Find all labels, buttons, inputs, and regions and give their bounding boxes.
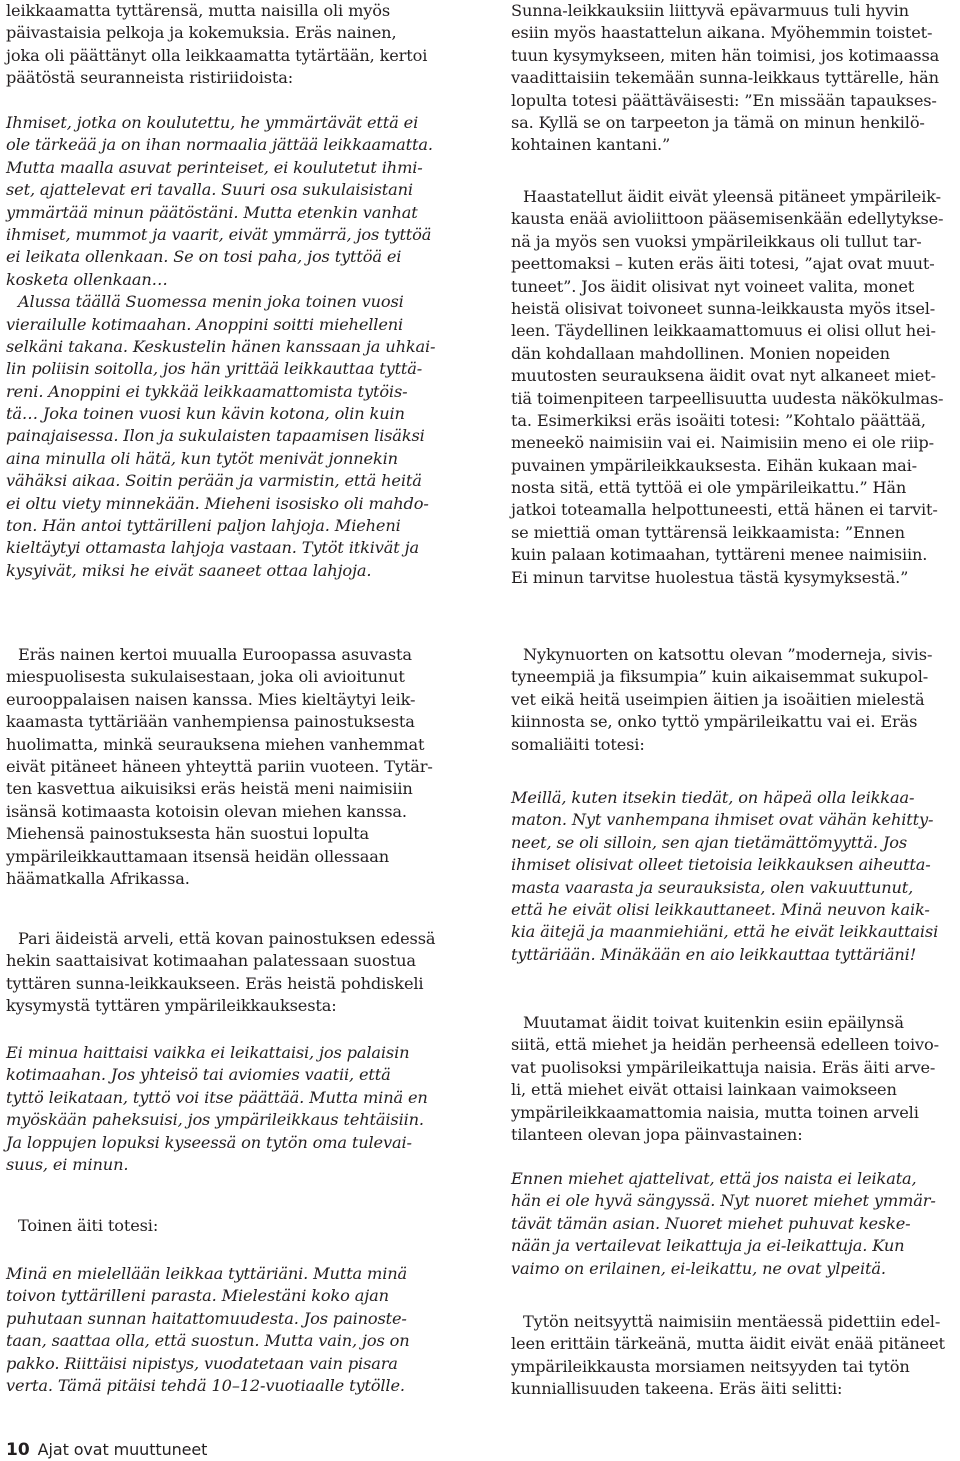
- text-line: miespuolisesta sukulaisestaan, joka oli avioitunut: [6, 667, 405, 687]
- text-line: Ennen miehet ajattelivat, että jos naista ei leikata,: [511, 1169, 917, 1188]
- text-line: painajaisessa. Ilon ja sukulaisten tapaamisen lisäksi: [6, 426, 425, 446]
- interview-quote: [6, 1263, 464, 1397]
- text-line: Toinen äiti totesi:: [18, 1216, 159, 1235]
- text-line: nään ja vertailevat leikattuja ja ei-leikattuja. Kun: [511, 1236, 905, 1256]
- text-line: siitä, että miehet ja heidän perheensä edelleen toivo-: [511, 1035, 939, 1055]
- text-line: Pari äideistä arveli, että kovan painostuksen edessä: [18, 929, 436, 948]
- paragraph: [511, 1311, 957, 1401]
- text-line: Sunna-leikkauksiin liittyvä epävarmuus tuli hyvin: [511, 1, 909, 20]
- text-line: li, että miehet eivät ottaisi lainkaan vaimokseen: [511, 1080, 897, 1100]
- text-line: ten kasvettua aikuisiksi eräs heistä meni naimisiin: [6, 779, 413, 799]
- text-line: ymmärtää minun päätöstäni. Mutta etenkin vanhat: [6, 202, 418, 222]
- text-line: huolimatta, minkä seurauksena miehen vanhemmat: [6, 734, 425, 754]
- text-line: ympärileikkausta morsiamen neitsyyden tai tytön: [511, 1356, 910, 1376]
- text-line: leen erittäin tärkeänä, mutta äidit eivät enää pitäneet: [511, 1334, 945, 1354]
- text-line: verta. Tämä pitäisi tehdä 10–12-vuotiaalle tytölle.: [6, 1375, 405, 1395]
- paragraph: [511, 0, 957, 157]
- paragraph: [6, 928, 464, 1018]
- text-line: eurooppalaisen naisen kanssa. Mies kieltäytyi leik-: [6, 689, 416, 709]
- text-line: Miehensä painostuksesta hän suostui lopulta: [6, 824, 370, 844]
- text-line: vet eikä heitä useimpien äitien ja isoäitien mielestä: [511, 689, 925, 709]
- text-line: leen. Täydellinen leikkaamattomuus ei olisi ollut hei-: [511, 321, 936, 341]
- text-line: ympärileikkaamattomia naisia, mutta toinen arveli: [511, 1102, 919, 1122]
- text-line: kysymystä tyttären ympärileikkauksesta:: [6, 996, 337, 1016]
- text-line: Eräs nainen kertoi muualla Euroopassa asuvasta: [18, 645, 412, 664]
- text-line: set, ajattelevat eri tavalla. Suuri osa sukulaisistani: [6, 180, 413, 200]
- text-line: kausta enää avioliittoon pääsemisenkään edellytykse-: [511, 209, 944, 229]
- text-line: suus, ei minun.: [6, 1154, 129, 1174]
- text-line: ihmiset, mummot ja vaarit, eivät ymmärrä, jos tyttöä: [6, 224, 432, 244]
- text-line: dän kohdallaan mahdollinen. Monien nopeiden: [511, 343, 890, 363]
- text-line: tyttäriään. Minäkään en aio leikkauttaa tyttäriäni!: [511, 944, 917, 964]
- text-line: vat puolisoksi ympärileikattuja naisia. Eräs äiti arve-: [511, 1057, 936, 1077]
- text-line: tiä toimenpiteen tarpeellisuutta uudesta näkökulmas-: [511, 388, 944, 408]
- text-line: tuneet”. Jos äidit olisivat nyt voineet valita, monet: [511, 276, 915, 296]
- text-line: tä… Joka toinen vuosi kun kävin kotona, olin kuin: [6, 404, 405, 424]
- text-line: Haastatellut äidit eivät yleensä pitäneet ympärileik-: [523, 187, 941, 206]
- text-line: esiin myös haastattelun aikana. Myöhemmin toistet-: [511, 23, 933, 43]
- text-line: ton. Hän antoi tyttärilleni paljon lahjoja. Mieheni: [6, 516, 401, 536]
- text-line: eivät pitäneet häneen yhteyttä pariin vuoteen. Tytär-: [6, 756, 433, 776]
- text-line: ei oltu viety minnekään. Mieheni isosisko oli mahdo-: [6, 493, 429, 513]
- text-line: tyttären sunna-leikkaukseen. Eräs heistä pohdiskeli: [6, 973, 424, 993]
- text-line: kohtainen kantani.”: [511, 135, 671, 155]
- text-line: vaimo on erilainen, ei-leikattu, ne ovat ylpeitä.: [511, 1258, 886, 1278]
- text-line: aina minulla oli hätä, kun tytöt menivät jonnekin: [6, 448, 398, 468]
- text-line: kaamasta tyttäriään vanhempiensa painostuksesta: [6, 712, 415, 732]
- paragraph: [6, 1215, 464, 1237]
- paragraph: [6, 0, 464, 90]
- text-line: pakko. Riittäisi nipistys, vuodatetaan vain pisara: [6, 1353, 398, 1373]
- text-line: kia äitejä ja maanmiehiäni, että he eivät leikkauttaisi: [511, 922, 939, 942]
- text-line: että he eivät olisi leikkauttaneet. Minä neuvon kaik-: [511, 899, 930, 919]
- text-line: Ja loppujen lopuksi kyseessä on tytön oma tulevai-: [6, 1132, 412, 1152]
- text-line: ole tärkeää ja on ihan normaalia jättää leikkaamatta.: [6, 135, 433, 155]
- text-line: Minä en mielellään leikkaa tyttäriäni. Mutta minä: [6, 1264, 408, 1283]
- text-line: kiinnosta se, onko tyttö ympärileikattu vai ei. Eräs: [511, 712, 918, 732]
- text-line: Muutamat äidit toivat kuitenkin esiin epäilynsä: [523, 1013, 904, 1032]
- text-line: nosta sitä, että tyttöä ei ole ympärileikattu.” Hän: [511, 478, 907, 498]
- text-line: hän ei ole hyvä sängyssä. Nyt nuoret miehet ymmär-: [511, 1191, 936, 1211]
- text-line: puvainen ympärileikkauksesta. Eihän kukaan mai-: [511, 455, 917, 475]
- text-line: Mutta maalla asuvat perinteiset, ei koulutetut ihmi-: [6, 157, 423, 177]
- paragraph: [511, 186, 957, 589]
- interview-quote: [511, 1168, 957, 1280]
- text-line: jatkoi toteamalla helpottuneesti, että hänen ei tarvit-: [511, 500, 938, 520]
- text-line: selkäni takana. Keskustelin hänen kanssaan ja uhkai-: [6, 336, 436, 356]
- text-line: Alussa täällä Suomessa menin joka toinen vuosi: [18, 292, 404, 312]
- text-line: isänsä kotimaasta kotoisin olevan miehen kanssa.: [6, 801, 407, 821]
- text-line: päivastaisia pelkoja ja kokemuksia. Eräs nainen,: [6, 23, 397, 43]
- text-line: häämatkalla Afrikassa.: [6, 868, 190, 888]
- text-line: vierailulle kotimaahan. Anoppini soitti miehelleni: [6, 314, 404, 334]
- publication-title: Ajat ovat muuttuneet: [37, 1440, 208, 1459]
- text-line: kotimaahan. Jos yhteisö tai aviomies vaatii, että: [6, 1065, 391, 1085]
- page-number: 10: [6, 1440, 30, 1460]
- text-line: maton. Nyt vanhempana ihmiset ovat vähän kehitty-: [511, 810, 934, 830]
- text-line: kieltäytyi ottamasta lahjoja vastaan. Tytöt itkivät ja: [6, 538, 420, 558]
- text-line: masta vaarasta ja seurauksista, olen vakuuttunut,: [511, 877, 914, 897]
- paragraph: [6, 644, 464, 890]
- text-line: Nykynuorten on katsottu olevan ”moderneja, sivis-: [523, 645, 933, 664]
- text-line: Ei minun tarvitse huolestua tästä kysymyksestä.”: [511, 567, 909, 587]
- text-line: heistä olisivat toivoneet sunna-leikkausta myös itsel-: [511, 298, 936, 318]
- text-line: tuun kysymykseen, miten hän toimisi, jos kotimaassa: [511, 45, 940, 65]
- text-line: puhutaan sunnan haitattomuudesta. Jos painoste-: [6, 1308, 407, 1328]
- text-line: kunniallisuuden takeena. Eräs äiti selitti:: [511, 1379, 843, 1399]
- text-line: muutosten seurauksena äidit ovat nyt alkaneet miet-: [511, 366, 936, 386]
- text-line: tävät tämän asian. Nuoret miehet puhuvat keske-: [511, 1213, 911, 1233]
- text-line: meneekö naimisiin vai ei. Naimisiin meno ei ole riip-: [511, 433, 934, 453]
- text-line: joka oli päättänyt olla leikkaamatta tytärtään, kertoi: [6, 45, 428, 65]
- interview-quote: [6, 1042, 464, 1176]
- text-line: tyttö leikataan, tyttö voi itse päättää. Mutta minä en: [6, 1087, 428, 1107]
- text-line: hekin saattaisivat kotimaahan palatessaan suostua: [6, 951, 416, 971]
- paragraph: [511, 644, 957, 756]
- text-line: Ihmiset, jotka on koulutettu, he ymmärtävät että ei: [6, 113, 419, 132]
- text-line: Meillä, kuten itsekin tiedät, on häpeä olla leikkaa-: [511, 788, 915, 807]
- text-line: lopulta totesi päättäväisesti: ”En missään tapaukses-: [511, 90, 937, 110]
- text-line: se miettiä oman tyttärensä leikkaamista: ”Ennen: [511, 522, 905, 542]
- text-line: lin poliisin soitolla, jos hän yrittää leikkauttaa tyttä-: [6, 359, 423, 379]
- text-line: ihmiset olisivat olleet tietoisia leikkauksen aiheutta-: [511, 855, 931, 875]
- text-line: vähäksi aikaa. Soitin perään ja varmistin, että heitä: [6, 471, 422, 491]
- text-line: reni. Anoppini ei tykkää leikkaamattomista tytöis-: [6, 381, 408, 401]
- text-line: toivon tyttärilleni parasta. Mielestäni koko ajan: [6, 1286, 389, 1306]
- text-line: tilanteen olevan jopa päinvastainen:: [511, 1124, 803, 1144]
- text-line: Tytön neitsyyttä naimisiin mentäessä pidettiin edel-: [523, 1312, 941, 1331]
- text-line: neet, se oli silloin, sen ajan tietämättömyyttä. Jos: [511, 832, 907, 852]
- text-line: päätöstä seuranneista ristiriidoista:: [6, 68, 294, 88]
- text-line: nä ja myös sen vuoksi ympärileikkaus oli tullut tar-: [511, 231, 922, 251]
- page-footer: [6, 1440, 207, 1460]
- text-line: tyneempiä ja fiksumpia” kuin aikaisemmat sukupol-: [511, 667, 929, 687]
- text-line: ta. Esimerkiksi eräs isoäiti totesi: ”Kohtalo päättää,: [511, 410, 926, 430]
- interview-quote: [6, 112, 464, 582]
- text-line: Ei minua haittaisi vaikka ei leikattaisi, jos palaisin: [6, 1043, 410, 1062]
- text-line: sa. Kyllä se on tarpeeton ja tämä on minun henkilö-: [511, 112, 925, 132]
- text-line: kosketa ollenkaan…: [6, 269, 168, 289]
- text-line: ympärileikkauttamaan itsensä heidän ollessaan: [6, 846, 390, 866]
- text-line: taan, saattaa olla, että suostun. Mutta vain, jos on: [6, 1331, 410, 1351]
- paragraph: [511, 1012, 957, 1146]
- text-line: kuin palaan kotimaahan, tyttäreni menee naimisiin.: [511, 545, 928, 565]
- interview-quote: [511, 787, 957, 966]
- text-line: leikkaamatta tyttärensä, mutta naisilla oli myös: [6, 1, 391, 20]
- text-line: somaliäiti totesi:: [511, 734, 645, 754]
- text-line: kysyivät, miksi he eivät saaneet ottaa lahjoja.: [6, 560, 372, 580]
- text-line: myöskään paheksuisi, jos ympärileikkaus tehtäisiin.: [6, 1110, 424, 1130]
- text-line: vaadittaisiin tekemään sunna-leikkaus tyttärelle, hän: [511, 68, 939, 88]
- text-line: ei leikata ollenkaan. Se on tosi paha, jos tyttöä ei: [6, 247, 402, 267]
- text-line: peettomaksi – kuten eräs äiti totesi, ”ajat ovat muut-: [511, 254, 935, 274]
